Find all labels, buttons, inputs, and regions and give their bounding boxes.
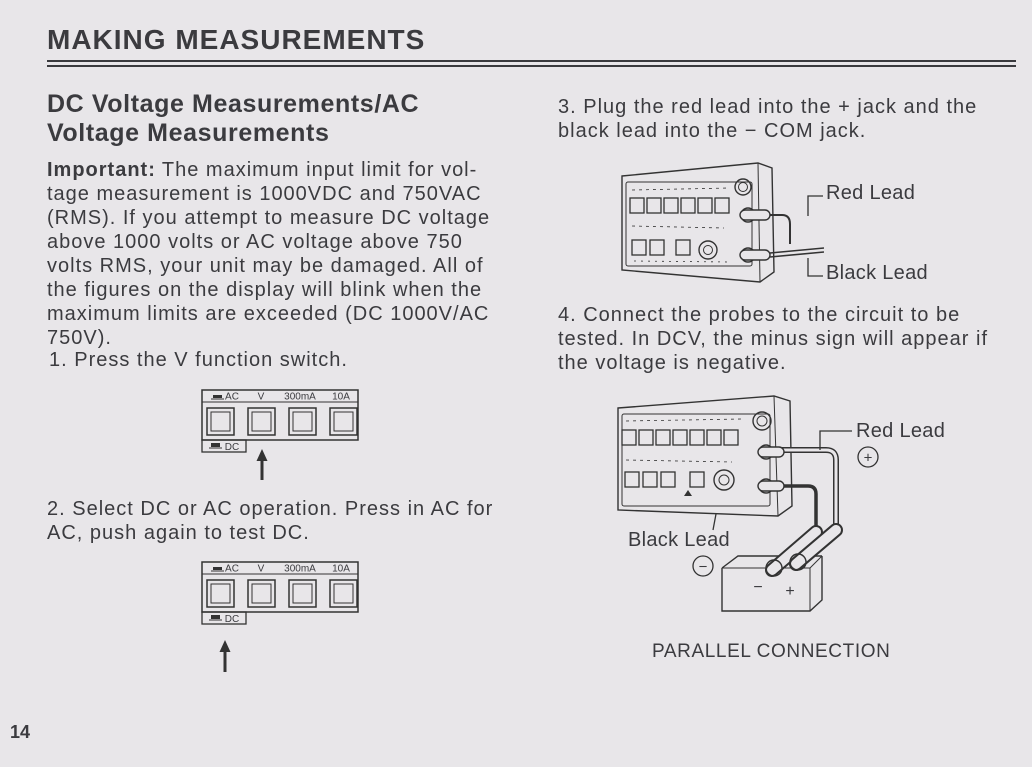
step-2-text-line-1: 2. Select DC or AC operation. Press in AC for xyxy=(47,498,494,520)
paragraph-text: The maximum input limit for vol- xyxy=(161,159,478,181)
pressed-button-icon xyxy=(209,443,222,448)
switch-label-300ma: 300mA xyxy=(284,563,316,575)
step-1-text: 1. Press the V function switch. xyxy=(49,349,348,371)
up-arrow-icon xyxy=(220,640,231,672)
switch-label-dc: DC xyxy=(224,614,240,625)
important-paragraph-line: tage measurement is 1000VDC and 750VAC xyxy=(47,183,482,205)
important-paragraph-line: maximum limits are exceeded (DC 1000V/AC xyxy=(47,303,490,325)
raised-button-icon xyxy=(211,395,224,399)
pressed-button-icon xyxy=(209,615,222,620)
switch-label-v: V xyxy=(257,563,265,575)
up-arrow-icon xyxy=(257,449,268,480)
plus-circle-icon xyxy=(858,447,878,467)
step-3-text-line-2: black lead into the − COM jack. xyxy=(558,120,867,142)
black-lead-label: Black Lead xyxy=(826,262,928,284)
battery-plus-sign: + xyxy=(785,583,795,600)
important-paragraph-line: 750V). xyxy=(47,327,112,349)
battery-minus-sign: − xyxy=(753,579,763,596)
red-lead-label: Red Lead xyxy=(826,182,916,204)
red-lead-label: Red Lead xyxy=(856,420,946,442)
raised-button-icon xyxy=(211,567,224,571)
step-4-text-line-3: the voltage is negative. xyxy=(558,352,787,374)
function-switch-panel-v xyxy=(200,388,362,484)
minus-symbol: − xyxy=(698,558,708,576)
switch-label-ac: AC xyxy=(225,391,239,403)
function-buttons xyxy=(207,580,357,607)
important-label: Important: xyxy=(47,159,156,181)
step-4-text-line-2: tested. In DCV, the minus sign will appear if xyxy=(558,328,989,350)
step-4-text-line-1: 4. Connect the probes to the circuit to be xyxy=(558,304,961,326)
function-switch-panel-dc xyxy=(200,560,362,676)
switch-label-v: V xyxy=(257,391,265,403)
minus-circle-icon xyxy=(693,556,713,576)
black-lead-label: Black Lead xyxy=(628,529,730,551)
important-paragraph-line: above 1000 volts or AC voltage above 750 xyxy=(47,231,463,253)
important-paragraph-line: (RMS). If you attempt to measure DC voltage xyxy=(47,207,491,229)
lead-connection-diagram xyxy=(612,158,824,288)
black-lead-plug xyxy=(740,248,824,260)
plus-symbol: + xyxy=(863,449,873,467)
multimeter-illustration xyxy=(622,163,774,282)
header-rule-thin xyxy=(47,65,1016,67)
switch-label-300ma: 300mA xyxy=(284,391,316,403)
dial-knob xyxy=(753,412,771,430)
switch-label-10a: 10A xyxy=(332,563,350,575)
function-buttons xyxy=(207,408,357,435)
subsection-heading-line-2: Voltage Measurements xyxy=(47,119,330,147)
figure-caption: PARALLEL CONNECTION xyxy=(652,641,891,662)
section-title: MAKING MEASUREMENTS xyxy=(47,24,426,55)
important-paragraph-line: the figures on the display will blink when the xyxy=(47,279,483,301)
important-paragraph-line xyxy=(47,158,477,182)
switch-label-10a: 10A xyxy=(332,391,350,403)
step-2-text-line-2: AC, push again to test DC. xyxy=(47,522,310,544)
header-rule-thick xyxy=(47,60,1016,62)
important-paragraph-line: volts RMS, your unit may be damaged. All of xyxy=(47,255,484,277)
switch-label-dc: DC xyxy=(224,442,240,453)
subsection-heading-line-1: DC Voltage Measurements/AC xyxy=(47,90,420,118)
dial-knob xyxy=(735,179,751,195)
label-pointer-lines xyxy=(808,196,823,276)
page-number: 14 xyxy=(10,722,31,742)
step-3-text-line-1: 3. Plug the red lead into the + jack and the xyxy=(558,96,978,118)
switch-label-ac: AC xyxy=(225,563,239,575)
red-lead-plug xyxy=(740,210,790,244)
